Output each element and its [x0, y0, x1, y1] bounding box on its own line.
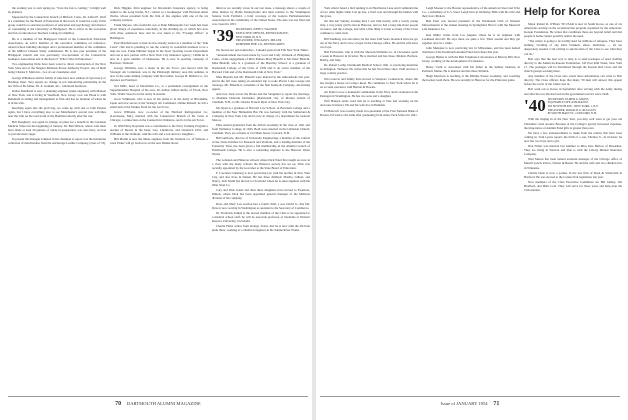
- left-column-1: [8, 6, 106, 392]
- magazine-name: DARTMOUTH ALUMNI MAGAZINE: [126, 401, 201, 406]
- paragraph: Bob Farbrother, who is with the Sherwin-Williams Co. in Cleveland, spent a week in Hanover in October. He is married and has three children: Barbara, Bobby, and Judy.: [320, 50, 418, 63]
- paragraph: Frank Meyers, who found his son at Penn Minneapolis last week has been given charge of expansion, nationally, in the dividing up, to which he's now with three sentences here and he was taken to the "Foreign Office" at Burlington.: [110, 23, 208, 40]
- paragraph: Charlie Dean is now a partner in the law firm of Dean & Whitcomb in Hartford. He was elected to the Connecticut legislature last year.: [524, 170, 622, 179]
- paragraph: We have a few announcements to make from the returns that have been coming in. Tom Lyons reports the birth of a son, Thomas Jr., in October; he now has two boys and a girl.: [524, 130, 622, 143]
- paragraph: Walt Hansen sends word that he is teaching at Yale and working on his doctorate in history. He and his wife live in Hamden.: [320, 99, 418, 108]
- right-column-3: [524, 6, 622, 392]
- paragraph: Grace Williams, now co-owner of the Hartford Refrigeration Co. (Lauristone, Md.), married with the Connecticut Branch of Dr. Gene at Chicago; a connection on the Connecticut Ordnance, and is in the Air Force.: [110, 110, 208, 123]
- paragraph: Don Fisher was married last summer to Miss Jane Harlow of Brookline. They are living in Newton and Don is with the Liberty Mutual Insurance Company.: [524, 144, 622, 157]
- paragraph: And now back across the Bronx and the Sanguinet to report the marriage, to Madame Deborah Parmenter (Dartmouth '41), of Marion Arnold of Chatham, N.H., to Mr. Charles Francis Ryan of New York City.: [212, 92, 310, 105]
- class-officer-line: SECRETARY, JOHN S. WAGNER: [235, 27, 277, 32]
- paragraph: Bob went out to Korea in September after serving with the Army during and after the war. He has been in the government service since 1946.: [524, 87, 622, 96]
- right-column-2: [422, 6, 520, 392]
- paragraph: The Lebanon and Hanover schools where Dick Ward first taught are now in a class with the many schools the Hanover society has set up. Dick was recently appointed by the Governor to the State Board of Education.: [212, 157, 310, 170]
- paragraph: Hugh Morrison is teaching at the Phillips Exeter Academy, and coaching the hockey team there. He was recently in Hanover for the Princeton game.: [422, 73, 520, 82]
- paragraph: In present the manager Johnson in his chairman to report was the handsome collection of merchandise from the Anchorage Leather Company (class of '53).: [8, 136, 106, 145]
- class-officer-line: EXECUTIVE OFFICES, RENSELIGH AVE,: [235, 30, 289, 35]
- paragraph: Miss Bianchi and Mr. Bianchi were married in the Adirondacks last year, and in the fall were taking an extended trip to Lake Placid, Lake George and Saratoga. Mr. Bianchi is a member of the firm Kemp & Company, advertising agents.: [212, 74, 310, 91]
- paragraph: Bud Pratt was elected president of the Dartmouth Club of Western Massachusetts at the annual meeting in Springfield. Bud is with the Monarch Life Insurance Co.: [422, 19, 520, 32]
- class-number: '40: [524, 95, 546, 115]
- paragraph: the evening was to start spring up. "Save the fun to coming," it might well be planned.: [8, 6, 106, 15]
- class-number: '39: [212, 26, 234, 46]
- page-number: 71: [493, 401, 500, 407]
- class-officer-line: TREASURER, WILLIAM S. MILLER: [235, 38, 282, 43]
- paragraph: Dave and Mary Lou Gordon had a fourth child, a son, David Jr., this fall. Dave is now serving in Washington as assistant to the Secretary of Commerce.: [212, 201, 310, 210]
- paragraph: Henry Clark is associated with his father in the lumber business in Portland, Maine. He is married and has three children.: [422, 64, 520, 73]
- paragraph: mind as we recently wrote in our last issue, a message shows a couple of other memos by Hollis Pennsylvania and their relative to the Washington Senator from Fairfield, a brief coverage of the Geneva Parliamentarians Association in the community of the United States. The date was not final and was closed in 1953.: [212, 6, 310, 27]
- paragraph: Dr. Robert Leahy, Dartmouth Medical School 1941, is practicing medicine in Arlington, Vermont. He writes that he has lived there since 1949 and has a large country practice.: [320, 63, 418, 76]
- class-officer-line: RUMFORD PINE CO., BUENOS AIRES: [235, 42, 285, 47]
- paragraph: Any member of the Class who wants more information can write to Bob directly. The Class officers hope that many '39 men will answer this appeal before the worst of the winter sets in.: [524, 74, 622, 87]
- class-officer-line: SECRETARY, ELMER A. GROSS: [547, 96, 589, 101]
- paragraph: Walt Mason has been named assistant manager of the Chicago office of Merrill Lynch, Pierce, Fenner & Beane. He and his wife and two children live in Winnetka.: [524, 157, 622, 170]
- paragraph: John Meissner is now practicing law in Milwaukee, and has been named chairman of the Dartmouth Alumni Fund drive there this year.: [422, 45, 520, 55]
- right-page: [316, 0, 628, 420]
- paragraph: F. Lawrence Ginsberg is now practicing law with his brother in New York City, and also lives in Darien. He has three children: Martha, Gilbert, and Nancy. Jack Smith has moved to Cleveland where he is sales engineer with the Ohio Steel Co.: [212, 170, 310, 188]
- article-title: Help for Korea: [524, 6, 600, 18]
- paragraph: Jim Conover and family have moved to Westport, Connecticut, where Jim has bought a house on Compo Road. He commutes to New York where he is an account executive with Benton & Bowles.: [320, 76, 418, 89]
- paragraph: Dr. Frederick Zankel is the newest member of the Class to be appointed to a medical school staff; he will be associate professor of medicine at Western Reserve University, Cleveland.: [212, 210, 310, 224]
- paragraph: Two engineering firms have been voted to direct construction of the New York State end of the Niagara-Mohawk Power Authority Project, one of them being Charles T. Main Inc., two of our classmates also!: [8, 62, 106, 75]
- issue-label: Issue of JANUARY 1954: [440, 401, 488, 406]
- class-officer-line: TREASURER, DONALD G. RUGGLES: [547, 107, 596, 112]
- paragraph: "Announcement has been made by Lord and Lady Orrmark of Hampden, Conn., of the engagement of Miss Pamela Mary Bianchi to Mr. Peter Bianchi. Miss Bianchi, who is a graduate of the Brearley School, is a graduate of Dartmouth College of the Class of 1939 and is an active member of the Harvard Club and of the Dartmouth Club of New York.": [212, 53, 310, 74]
- paragraph: York when I heard a bird running it on Hawthorne Lane and it reminded me of two other nights when I sat up late, a brief scan and through the bushes with the grass.: [320, 6, 418, 19]
- paragraph: Art Rolfe is now a lieutenant commander in the Navy and is stationed at the Pentagon in Washington. He has two sons and a daughter.: [320, 90, 418, 99]
- paragraph: Bill Martin is now the mines engineer from the Vermont Co. of Winona, a town Fisher will go back now on the new Dinner Road.: [110, 136, 208, 145]
- class-officer-line: EQUITABLE LIFE ASSURANCE: [547, 100, 589, 105]
- paragraph: Cary and Dick Gabel and their three daughters have moved to Evanston, Illinois, where Dick has been appointed general manager of the Midwest division of his company.: [212, 188, 310, 201]
- paragraph: In 1956 Harry Reynolds was a contribution to the Navy Training Program a teacher of Morris in the Dept. Gas, Chemicals, and Chemical 1955, and Williams at the Vermont, with his wife and a son and two daughters.: [110, 123, 208, 136]
- left-footer: [8, 398, 308, 410]
- class-officer-line: 393 SEVENTH AVE., NEW YORK 1, N.Y.: [547, 103, 599, 108]
- class-officer-line: 80 SOUTH MAIN ST., CONCORD, N.H.: [547, 111, 597, 116]
- paragraph: Supported by the Connecticut branch of Milford, Conn., Dr. Alfred E. Wolf is a candidate for the Board of Education in that town. It would be a pity if this group could be to sanction producers of education and psychology and director of counselling at the University of Bridgeport. He is active in the recreation and fun of education at Teachers College (Columbia).: [8, 15, 106, 36]
- right-footer: [320, 398, 620, 410]
- class-heading-39: [212, 28, 310, 47]
- class-officers: [548, 98, 599, 117]
- page-number: 70: [115, 401, 122, 407]
- paragraph: George Williams, now a major in the Air Force, just moved with the Strategic Air Command, was in the Pittsburgh military area this summer, is now in the same mining company with his brother, George B. Mahan Co., for instance and Vermont.: [110, 66, 208, 83]
- class-heading-40: [524, 95, 622, 117]
- right-column-1: [320, 6, 418, 392]
- paragraph: He is a member of the Bridgeport branch of the Connecticut Education Association, an active member of the executive committee on reference-related school building shortages and a professional member of the committee of the Milford Citizens Study commission. He is also past president of the Bridgeport branch and was previously vice-president of the Connecticut Guidance Association and at the head of "Who's Who in Education.": [8, 36, 106, 61]
- paragraph: "The winter is going to be terribly hard for millions of refugees. They have nothing. Clothing of any kind, blankets, shoes, medicines — all are desperately needed. I am writing to ask the men of the Class to see what they can do.": [524, 39, 622, 56]
- left-column-3: [212, 6, 310, 392]
- paragraph: Ted Mills, head of Macmillan Co., is a permanent reassignment in the Superintendent Hospital of his area, Dr. Arthur Gilbert Rolfe, of Tivoli, New York. Walter Wood is in the Army in Austria.: [110, 83, 208, 96]
- paragraph: Grow Wilkinson, who is now in his prime is in the Army at Hiroshima, Japan and now serves at the Strategic Air Command. Unlike himself, he left a small sum at the Yankee Field for the Air Force.: [110, 96, 208, 110]
- paragraph: Leigh Moeser is the Boston representative of the American Steel and Wire Co., a subsidiary of U.S. Steel. Leigh lives in Wellesley Hills with his wife and their four children.: [422, 6, 520, 19]
- class-officer-line: NEW YORK 18, N.Y.: [235, 34, 262, 39]
- paragraph: Major Robert R. O'Brien '39 USAR is now in South Korea, as one of six Americans serving on the reconstruction program organized by the American-Korean Foundation. He writes that conditions there are beyond belief and that people at home cannot possibly realize the need.: [524, 22, 622, 39]
- paragraph: Ed Bancroft was recently made vice-president of the First National Bank of Boston. Ed went to the bank after graduating from Amos Tuck School in 1941.: [320, 108, 418, 117]
- paragraph: With the ringing in of the New Year, you may well want to get your old Christmas cards around. Because of the College's greatly increased expenses, the importance of Alumni Fund gifts is greater than ever.: [524, 117, 622, 130]
- paragraph: Reaching again into the grab bag, we come up with one or both Patents again, but I have everything else to see Manchester's several new activities near the Unit on the road north of my Hamilton shortly after the war.: [8, 106, 106, 119]
- paragraph: Dick Higgins, third engineer for Riverside's Insurance agency, is being named to the Long Island, N.J., station as a bookkeeper with Harrison-Allen Works, whose president from the firm of fire engines with one of the six company partners.: [110, 6, 208, 23]
- left-column-2: [110, 6, 208, 392]
- paragraph: Bill Sandberg was also there; he has been with Sears, Roebuck since he got out of the Navy and is now a buyer in the Chicago office. He and his wife have two boys.: [320, 36, 418, 49]
- paragraph: Paul Marshall used to hear he has already joined as a member of the "Oak Lions" club and is planning to run the country in wonderful business to be a ship nor tree. Frank Dilinder began in the Sport Sporting Goods Department and one is now partner with a New York City insurance agency; I think he is now in a great number of businesses. He is now in sporting company of Harrison, Vermont.: [110, 40, 208, 65]
- paragraph: Miss Arnold graduated from the Abbott Academy in the class of 1941 and from Wellesley College in 1945. Both were married in the Unitarian Church, Chatham. They are at home at 212 Main Street, Concord, N.H.: [212, 122, 310, 135]
- paragraph: Dallas Reinhardt is now a planning engineer (nuke engineer) with Manual of New York, and is living in Westfield, New Jersey. Lou van Hook is with Reinhardt in selling and management at firm and has no mention of where he is in his wife.: [8, 88, 106, 105]
- paragraph: Bob says that the best way to help is to send packages of used clothing directly to the American-Korean Foundation, 345 East 46th Street, New York 17. The packages will be distributed through the Korean Red Cross and the church groups working there.: [524, 56, 622, 73]
- paragraph: Mr. Ryan is a graduate of Harvard Law School, of Bowdoin College and a member of the New Hampshire Bar. He was formerly with the Sutherland & Company in New York City and is now in charge of a department for General Motors.: [212, 105, 310, 122]
- paragraph: Charlie Fuller writes from Orange, Texas, that he is now with the Du Pont plant there, working as a chemical engineer in the Sabine River Works.: [212, 224, 310, 233]
- paragraph: New members of the Class Executive Committee are Bill Ashley, Jim Bradford, and Herb Cole. They will serve for three years and help plan the 15th reunion.: [524, 180, 622, 193]
- paragraph: We moved our pen somewhat... I should quote from Fife New York Times:: [216, 48, 309, 53]
- class-officers: [236, 28, 289, 47]
- left-page: [0, 0, 312, 420]
- paragraph: George Wilkinson and his family of nine have now address in Syracuse (c/o Hastings Dept. Yes) reports no change in job announcing partnership in the law firm of his father, Dr. Jr. Graham, Inc., wholesale hardware.: [8, 75, 106, 88]
- paragraph: Ken Miller writes from Los Angeles where he is an engineer with Lockheed Aircraft. He says there are quite a few '39ers around and they get together once in a while.: [422, 32, 520, 45]
- paragraph: Bill Guilfoyle, director of University Engineering, a member of the council of the Texas Institute for Research and Vermont, and a leading member of the Fraternity Trust, has been given a full membership in the Alumni Council of Dartmouth College. He is also a consulting engineer to the Hanover Water Works.: [212, 136, 310, 157]
- paragraph: On that last Sunday evening here I saw him mostly with a lovely young lady, a very pretty girl he met in Hanover, and we had a long talk about people we know, and the College, and what a fine thing it is that so many of the Class continue to come back.: [320, 19, 418, 36]
- paragraph: Bill Dougherty was again in (charge of plans for a benefit in the Graduate Medical School in the beginning of January. Dr. Ben Wilson, whose wife must have made at least 20 gallons of candy in preparation, was also busy; we had to provide more sugar.: [8, 119, 106, 136]
- paragraph: George Hunter is with the Bell Telephone Laboratories at Murray Hill, New Jersey, working on the development of transistors.: [422, 55, 520, 64]
